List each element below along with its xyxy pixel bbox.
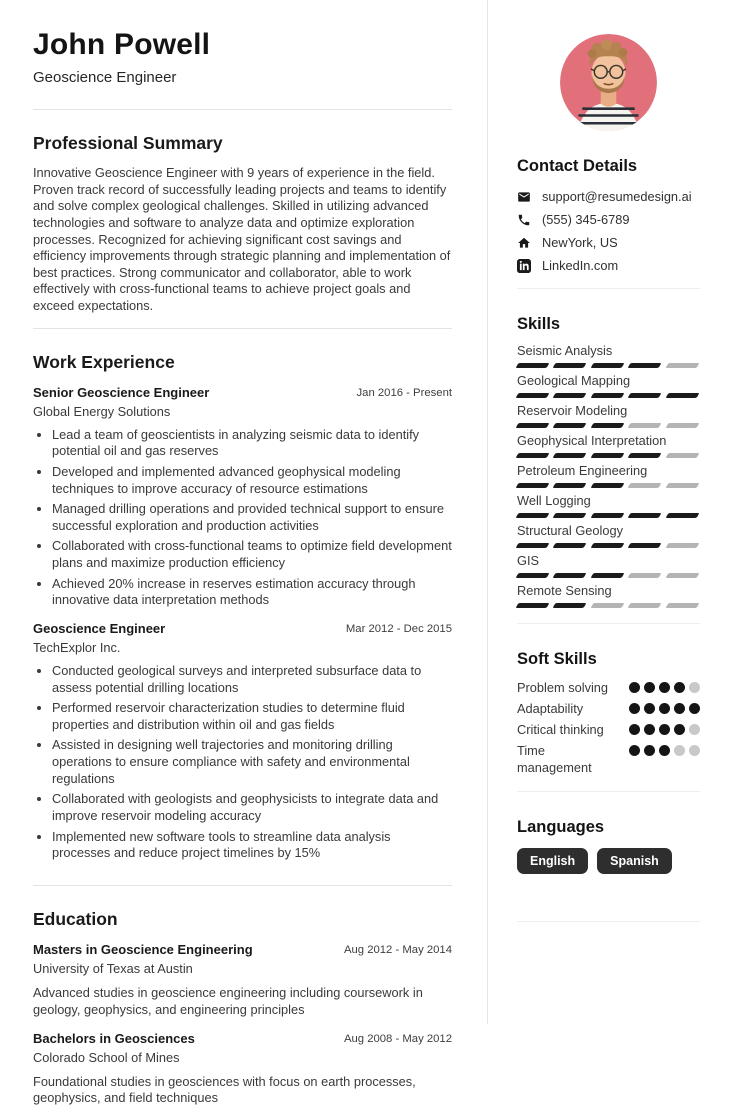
contact-text: (555) 345-6789 — [542, 212, 630, 227]
sidebar-divider — [517, 623, 700, 624]
skill-label: Geological Mapping — [517, 373, 631, 388]
contact-item — [517, 212, 700, 227]
skill-bar-segment — [628, 543, 662, 548]
soft-skill-dot — [689, 682, 700, 693]
soft-skill-item — [517, 742, 700, 776]
job-bullet: • Lead a team of geoscientists in analyzing seismic data to identify potential oil and gas reserves — [52, 427, 452, 460]
skill-label: GIS — [517, 553, 540, 568]
soft-skill-dot — [659, 703, 670, 714]
skill-bar-segment — [590, 483, 624, 488]
skill-bar-segment — [628, 393, 662, 398]
skill-bar-segment — [516, 513, 550, 518]
skill-bar-segment — [553, 483, 587, 488]
skill-label: Structural Geology — [517, 523, 623, 538]
resume-header — [33, 28, 452, 86]
soft-skill-dot — [659, 724, 670, 735]
skill-level-bar — [517, 513, 700, 518]
sidebar-divider — [517, 288, 700, 289]
skill-bar-segment — [553, 513, 587, 518]
skill-bar-segment — [516, 363, 550, 368]
contact-item — [517, 258, 700, 273]
skill-bar-segment — [516, 423, 550, 428]
job-company: TechExplor Inc. — [33, 639, 121, 655]
skill-bar-segment — [590, 423, 624, 428]
summary-text: Innovative Geoscience Engineer with 9 years of experience in the field. Proven track record of successfully leading projects and teams to identify and solve complex geological challenges. Skilled in utilizing advanced technologies and software to analyze data and optimize exploration processes. Recognized for achieving significant cost savings and efficiency improvements through strategic planning and implementation of best practices. Strong communicator and collaborator, able to work effectively with cross-functional teams to achieve project goals and exceed expectations. — [33, 165, 451, 313]
skill-level-bar — [517, 543, 700, 548]
skill-level-bar — [517, 483, 700, 488]
skill-label: Reservoir Modeling — [517, 403, 628, 418]
work-entry-header — [33, 621, 452, 636]
soft-skill-dot — [674, 703, 685, 714]
skill-bar-segment — [553, 453, 587, 458]
skill-bar-segment — [665, 603, 699, 608]
soft-skill-dot — [644, 703, 655, 714]
candidate-name: John Powell — [33, 28, 211, 61]
soft-skill-dot — [674, 724, 685, 735]
job-bullet: • Conducted geological surveys and interpreted subsurface data to assess potential drilling locations — [52, 663, 452, 696]
skill-level-bar — [517, 423, 700, 428]
skill-label: Remote Sensing — [517, 583, 612, 598]
soft-skill-label: Adaptability — [517, 701, 584, 716]
profile-photo — [560, 34, 657, 131]
education-heading: Education — [33, 908, 118, 929]
skill-level-bar — [517, 573, 700, 578]
soft-skill-dot — [629, 682, 640, 693]
job-dates: Mar 2012 - Dec 2015 — [345, 622, 452, 635]
job-title: Geoscience Engineer — [33, 620, 166, 636]
skills-list — [517, 342, 700, 608]
soft-skill-dot — [674, 682, 685, 693]
home-icon — [517, 236, 531, 250]
skill-bar-segment — [628, 363, 662, 368]
language-list — [517, 848, 700, 874]
work-entry-header — [33, 385, 452, 400]
sidebar-divider — [517, 791, 700, 792]
degree-title: Masters in Geoscience Engineering — [33, 941, 253, 957]
education-dates: Aug 2008 - May 2012 — [343, 1032, 452, 1045]
job-bullet-list — [33, 663, 452, 862]
skill-bar-segment — [516, 393, 550, 398]
contact-heading: Contact Details — [517, 157, 638, 175]
skill-bar-segment — [628, 483, 662, 488]
contact-text: NewYork, US — [542, 235, 618, 250]
skill-bar-segment — [665, 423, 699, 428]
skill-bar-segment — [665, 573, 699, 578]
contact-list — [517, 189, 700, 273]
skill-item — [517, 372, 700, 398]
soft-skill-dots — [629, 679, 700, 693]
education-entry — [33, 942, 452, 1019]
skill-bar-segment — [516, 483, 550, 488]
skill-label: Well Logging — [517, 493, 591, 508]
skill-bar-segment — [553, 603, 587, 608]
job-dates: Jan 2016 - Present — [356, 386, 452, 399]
avatar-illustration — [560, 34, 657, 131]
job-bullet: • Collaborated with geologists and geophysicists to integrate data and improve reservoir modeling accuracy — [52, 791, 452, 824]
skill-bar-segment — [665, 363, 699, 368]
skill-level-bar — [517, 603, 700, 608]
soft-skill-dot — [644, 682, 655, 693]
soft-skill-dot — [674, 745, 685, 756]
soft-skill-dots — [629, 721, 700, 735]
work-experience-list — [33, 385, 452, 862]
education-description: Advanced studies in geoscience engineering including coursework in geology, geophysics, and engineering principles — [33, 984, 423, 1017]
job-bullet: • Assisted in designing well trajectories and monitoring drilling operations to ensure compliance with safety and environmental regulations — [52, 737, 452, 787]
skill-item — [517, 552, 700, 578]
soft-skill-dot — [659, 682, 670, 693]
soft-skill-label: Critical thinking — [517, 722, 604, 737]
skill-bar-segment — [665, 543, 699, 548]
sidebar-divider — [517, 921, 700, 922]
contact-item — [517, 235, 700, 250]
candidate-title: Geoscience Engineer — [33, 69, 177, 86]
linkedin-icon — [517, 259, 531, 273]
language-badge: Spanish — [597, 848, 672, 874]
skill-level-bar — [517, 363, 700, 368]
education-entry-header — [33, 1031, 452, 1046]
skill-label: Seismic Analysis — [517, 343, 613, 358]
skill-item — [517, 342, 700, 368]
skill-bar-segment — [628, 513, 662, 518]
languages-heading: Languages — [517, 818, 605, 836]
section-divider — [33, 885, 452, 886]
skill-bar-segment — [665, 513, 699, 518]
education-entry — [33, 1031, 452, 1107]
skill-bar-segment — [590, 573, 624, 578]
section-divider — [33, 109, 452, 110]
contact-item — [517, 189, 700, 204]
skill-bar-segment — [665, 483, 699, 488]
job-bullet: • Implemented new software tools to streamline data analysis processes and reduce project timelines by 15% — [52, 829, 452, 862]
job-company: Global Energy Solutions — [33, 403, 171, 419]
soft-skill-dots — [629, 742, 700, 756]
skill-bar-segment — [553, 363, 587, 368]
skill-item — [517, 522, 700, 548]
skill-bar-segment — [590, 543, 624, 548]
phone-icon — [517, 213, 531, 227]
skill-bar-segment — [590, 513, 624, 518]
soft-skills-list — [517, 679, 700, 776]
job-title: Senior Geoscience Engineer — [33, 384, 210, 400]
skill-bar-segment — [628, 573, 662, 578]
skill-level-bar — [517, 453, 700, 458]
soft-skill-label: Time management — [517, 743, 592, 775]
skill-bar-segment — [590, 603, 624, 608]
soft-skill-dot — [629, 703, 640, 714]
job-bullet-list — [33, 427, 452, 609]
school-name: University of Texas at Austin — [33, 960, 193, 976]
skill-bar-segment — [553, 423, 587, 428]
skill-bar-segment — [665, 453, 699, 458]
soft-skill-dot — [629, 745, 640, 756]
resume-sidebar — [487, 0, 730, 1024]
skill-item — [517, 402, 700, 428]
skill-bar-segment — [516, 573, 550, 578]
work-entry — [33, 385, 452, 609]
soft-skill-dot — [689, 703, 700, 714]
soft-skill-item — [517, 700, 700, 717]
work-heading: Work Experience — [33, 351, 175, 372]
degree-title: Bachelors in Geosciences — [33, 1030, 195, 1046]
job-bullet: • Collaborated with cross-functional teams to optimize field development plans and maximize production efficiency — [52, 538, 452, 571]
skill-bar-segment — [516, 603, 550, 608]
job-bullet: • Managed drilling operations and provided technical support to ensure successful exploration and production activities — [52, 501, 452, 534]
soft-skill-item — [517, 721, 700, 738]
education-description: Foundational studies in geosciences with focus on earth processes, geophysics, and field techniques — [33, 1073, 416, 1106]
skill-item — [517, 582, 700, 608]
work-entry — [33, 621, 452, 862]
email-icon — [517, 190, 531, 204]
skill-bar-segment — [553, 543, 587, 548]
skill-bar-segment — [628, 453, 662, 458]
skill-bar-segment — [516, 453, 550, 458]
soft-skill-dot — [689, 724, 700, 735]
skill-bar-segment — [628, 423, 662, 428]
soft-skill-dot — [644, 724, 655, 735]
soft-skill-label: Problem solving — [517, 680, 609, 695]
education-entry-header — [33, 942, 452, 957]
job-bullet: • Performed reservoir characterization studies to determine fluid properties and distribution within oil and gas fields — [52, 700, 452, 733]
skill-bar-segment — [590, 363, 624, 368]
skill-bar-segment — [590, 453, 624, 458]
skills-heading: Skills — [517, 315, 561, 333]
skill-label: Geophysical Interpretation — [517, 433, 667, 448]
skill-bar-segment — [516, 543, 550, 548]
soft-skill-dots — [629, 700, 700, 714]
skill-label: Petroleum Engineering — [517, 463, 648, 478]
skill-bar-segment — [553, 393, 587, 398]
language-badge: English — [517, 848, 588, 874]
skill-item — [517, 492, 700, 518]
soft-skill-item — [517, 679, 700, 696]
soft-skill-dot — [644, 745, 655, 756]
soft-skill-dot — [689, 745, 700, 756]
soft-skill-dot — [659, 745, 670, 756]
skill-bar-segment — [665, 393, 699, 398]
contact-text: support@resumedesign.ai — [542, 189, 692, 204]
section-divider — [33, 328, 452, 329]
skill-item — [517, 462, 700, 488]
soft-skill-dot — [629, 724, 640, 735]
summary-heading: Professional Summary — [33, 133, 223, 153]
skill-item — [517, 432, 700, 458]
contact-text: LinkedIn.com — [542, 258, 619, 273]
skill-bar-segment — [553, 573, 587, 578]
skill-bar-segment — [628, 603, 662, 608]
soft-skills-heading: Soft Skills — [517, 650, 597, 668]
education-list — [33, 942, 452, 1107]
job-bullet: • Achieved 20% increase in reserves estimation accuracy through innovative data interpretation methods — [52, 576, 452, 609]
education-dates: Aug 2012 - May 2014 — [343, 943, 452, 956]
job-bullet: • Developed and implemented advanced geophysical modeling techniques to improve accuracy of resource estimations — [52, 464, 452, 497]
skill-bar-segment — [590, 393, 624, 398]
school-name: Colorado School of Mines — [33, 1049, 180, 1065]
skill-level-bar — [517, 393, 700, 398]
